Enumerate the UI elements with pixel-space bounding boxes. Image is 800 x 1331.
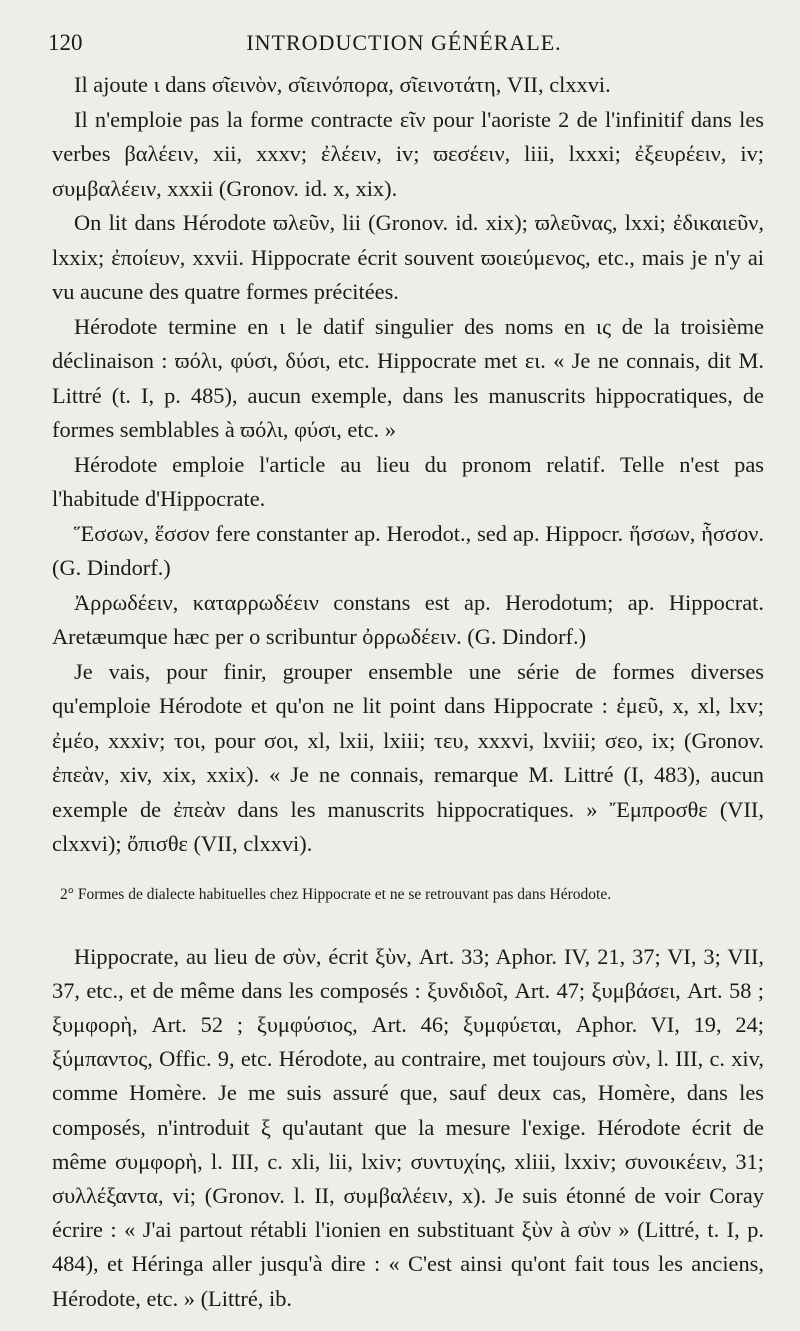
section-subheading: 2° Formes de dialecte habituelles chez Hippocrate et ne se retrouvant pas dans Hérodote. [60, 885, 612, 903]
paragraph-xyn: Hippocrate, au lieu de σὺν, écrit ξὺν, Art. 33; Aphor. IV, 21, 37; VI, 3; VII, 37, etc., et de même dans les composés : ξυνδιδοῖ, Art. 47; ξυμβάσει, Art. 58 ; ξυμφορὴ, Art. 52 ; ξυμφύσιος, Art. 46; ξυμφύεται, Aphor. VI, 19, 24; ξύμπαντος, Offic. 9, etc. Hérodote, au contraire, met toujours σὺν, l. III, c. xiv, comme Homère. Je me suis assuré que, sauf deux cas, Homère, dans les composés, n'introduit ξ qu'autant que la mesure l'exige. Hérodote écrit de même συμφορὴ, l. III, c. xli, lii, lxiv; συντυχίης, xliii, lxxiv; συνοικέειν, 31; συλλέξαντα, vi; (Gronov. l. II, συμβαλέειν, x). Je suis étonné de voir Coray écrire : « J'ai partout rétabli l'ionien en substituant ξὺν à σὺν » (Littré, t. I, p. 484), et Héringa aller jusqu'à dire : « C'est ainsi qu'ont fait tous les anciens, Hérodote, etc. » (Littré, ib. [52, 943, 764, 1311]
paragraph-serie-formes: Je vais, pour finir, grouper ensemble une série de formes diverses qu'emploie Hérodote et qu'on ne lit point dans Hippocrate : ἐμεῦ, x, xl, lxv; ἐμέο, xxxiv; τοι, pour σοι, xl, lxii, lxiii; τευ, xxxvi, lxviii; σεο, ix; (Gronov. ἐπεὰν, xiv, xix, xxix). « Je ne connais, remarque M. Littré (I, 483), aucun exemple de ἐπεὰν dans les manuscrits hippocratiques. » Ἔμπροσθε (VII, clxxvi); ὄπισθε (VII, clxxvi). [52, 658, 764, 856]
paragraph-on-lit: On lit dans Hérodote ϖλεῦν, lii (Gronov. id. xix); ϖλεῦνας, lxxi; ἐδικαιεῦν, lxxix; ἐποίευν, xxvii. Hippocrate écrit souvent ϖοιεύμενος, etc., mais je n'y ai vu aucune des quatre formes précitées. [52, 210, 764, 304]
section-body [52, 940, 764, 1316]
page-body [52, 68, 764, 1316]
page-header [44, 30, 764, 64]
paragraph-arrodeein: Ἀρρωδέειν, καταρρωδέειν constans est ap. Herodotum; ap. Hippocrat. Aretæumque hæc per ο scribuntur ὀρρωδέειν. (G. Dindorf.) [52, 589, 764, 649]
paragraph-datif: Hérodote termine en ι le datif singulier des noms en ις de la troisième déclinaison : ϖόλι, φύσι, δύσι, etc. Hippocrate met ει. « Je ne connais, dit M. Littré (t. I, p. 485), aucun exemple, dans les manuscrits hippocratiques, de formes semblables à ϖόλι, φύσι, etc. » [52, 313, 764, 442]
paragraph-ajoute: Il ajoute ι dans σῖεινὸν, σῖεινόπορα, σῖεινοτάτη, VII, clxxvi. [74, 72, 611, 97]
paragraph-forme-contracte: Il n'emploie pas la forme contracte εῖν pour l'aoriste 2 de l'infinitif dans les verbes βαλέειν, xii, xxxv; ἐλέειν, iv; ϖεσέειν, liii, lxxxi; ἐξευρέειν, iv; συμβαλέειν, xxxii (Gronov. id. x, xix). [52, 106, 764, 201]
paragraph-article: Hérodote emploie l'article au lieu du pronom relatif. Telle n'est pas l'habitude d'Hippocrate. [52, 451, 764, 511]
paragraph-essson: Ἕσσων, ἕσσον fere constanter ap. Herodot., sed ap. Hippocr. ἥσσων, ἧσσον. (G. Dindorf.) [52, 520, 764, 580]
running-title: INTRODUCTION GÉNÉRALE. [246, 30, 562, 55]
page-number: 120 [48, 30, 83, 55]
